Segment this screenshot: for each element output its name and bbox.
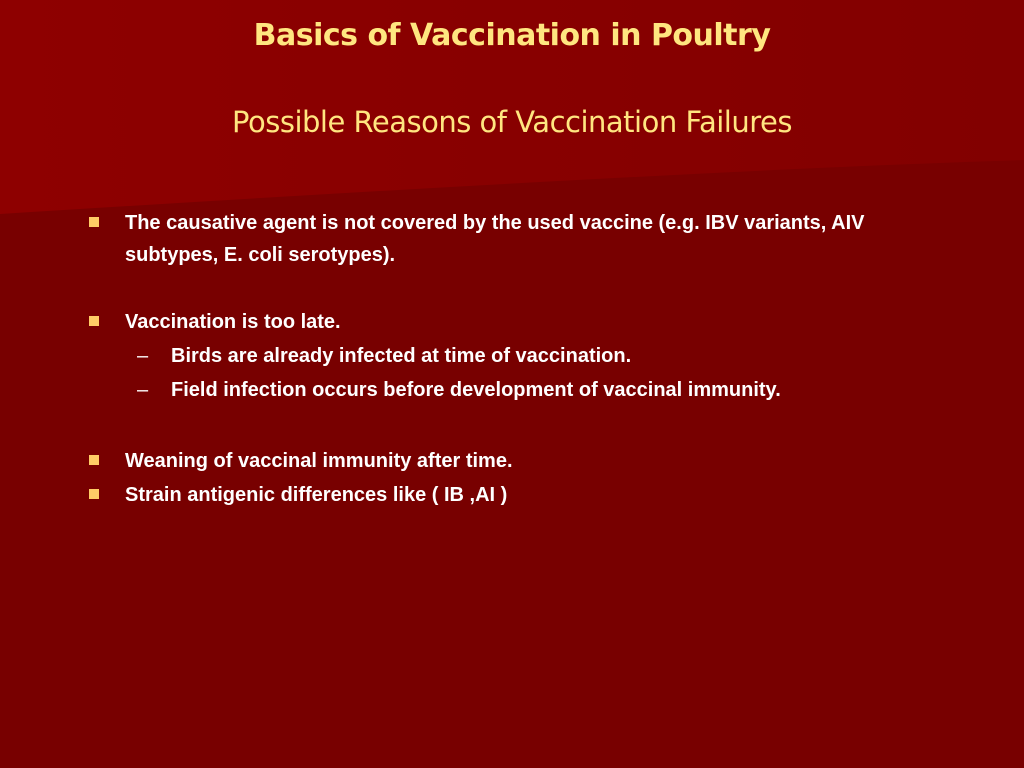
square-bullet-icon [89, 489, 99, 499]
slide-title: Basics of Vaccination in Poultry [253, 18, 771, 53]
sub-bullet-item-2 [137, 374, 951, 406]
sub-bullet-text: Field infection occurs before development of vaccinal immunity. [171, 379, 781, 401]
bullet-text: Weaning of vaccinal immunity after time. [125, 450, 513, 472]
bullet-item-2 [125, 306, 905, 338]
square-bullet-icon [89, 455, 99, 465]
dash-bullet-icon: – [137, 379, 149, 401]
bullet-item-4 [125, 479, 905, 511]
square-bullet-icon [89, 217, 99, 227]
dash-bullet-icon: – [137, 345, 149, 367]
slide-subtitle: Possible Reasons of Vaccination Failures [232, 105, 792, 139]
sub-bullet-item-1 [137, 340, 951, 372]
bullet-item-1 [125, 207, 905, 271]
bullet-item-3 [125, 445, 905, 477]
bullet-text: Vaccination is too late. [125, 311, 341, 333]
bullet-text: The causative agent is not covered by the used vaccine (e.g. IBV variants, AIV subtypes, E. coli serotypes). [125, 212, 865, 266]
sub-bullet-text: Birds are already infected at time of vaccination. [171, 345, 632, 367]
square-bullet-icon [89, 316, 99, 326]
bullet-text: Strain antigenic differences like ( IB ,AI ) [125, 484, 508, 506]
